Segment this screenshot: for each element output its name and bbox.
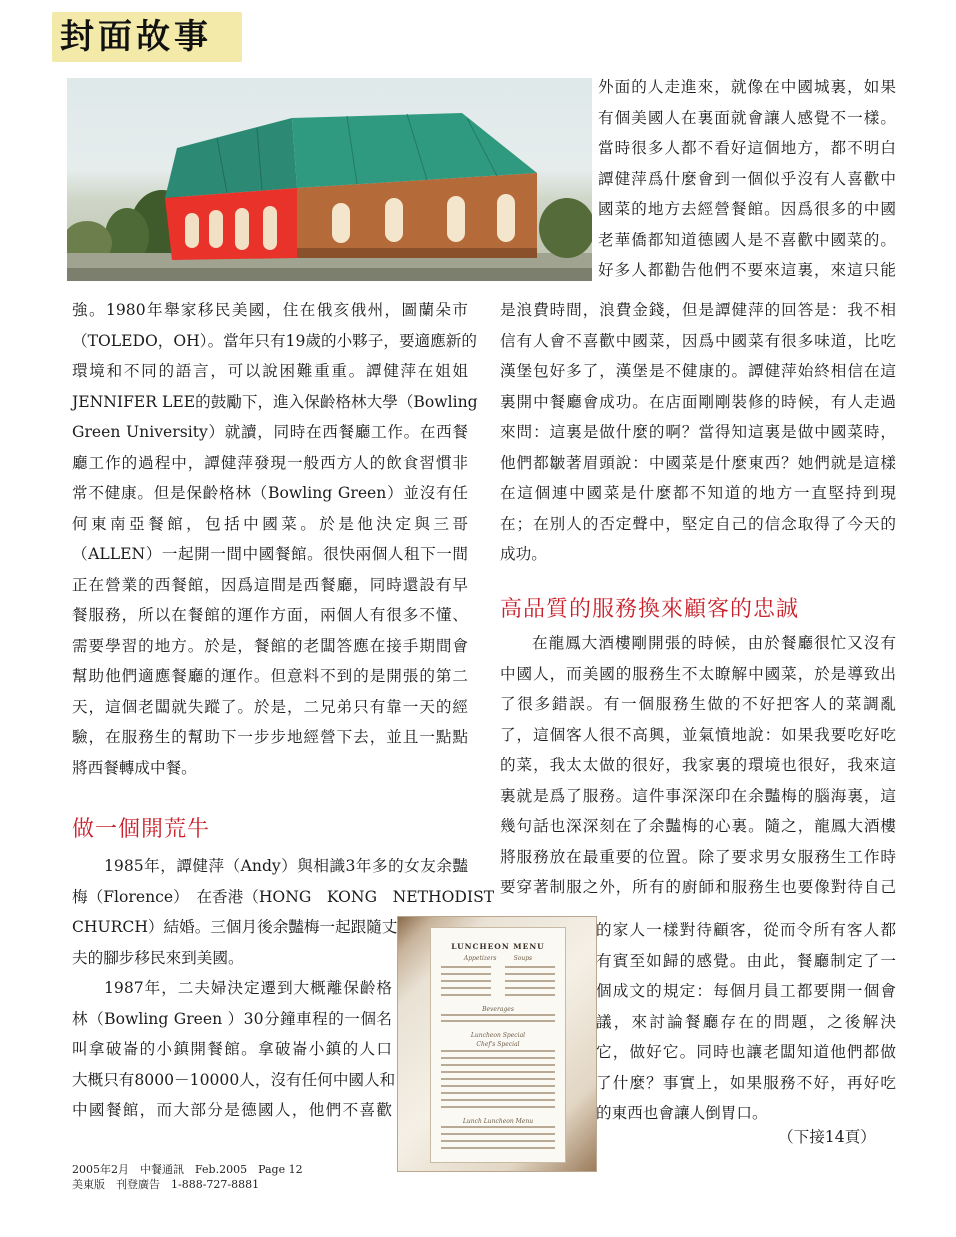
text-line: 幾句話也深深刻在了余豔梅的心裏。隨之，龍鳳大酒樓 [500, 817, 896, 835]
continued-note: （下接14頁） [778, 1128, 876, 1146]
menu-card [430, 927, 566, 1163]
text-line: （ALLEN）一起開一間中國餐館。很快兩個人租下一間 [72, 545, 468, 563]
text-line: 驗，在服務生的幫助下一步步地經營下去，並且一點點 [72, 728, 468, 746]
left-column-paragraph-2-b [72, 912, 398, 1126]
text-line: 它，做好它。同時也讓老闆知道他們都做 [596, 1043, 896, 1061]
text-line: 環境和不同的語言，可以說困難重重。譚健萍在姐姐 [72, 362, 468, 380]
menu-lunch-menu-label: Lunch Luncheon Menu [462, 1118, 534, 1125]
text-line: 廳工作的過程中，譚健萍發現一般西方人的飲食習慣非 [72, 453, 468, 472]
text-line: 中國餐館，而大部分是德國人，他們不喜歡 [72, 1101, 392, 1119]
text-line: 的家人一樣對待顧客，從而令所有客人都 [596, 921, 896, 939]
menu-soups-label: Soups [513, 955, 533, 962]
text-line: 夫的腳步移民來到美國。 [72, 948, 244, 967]
text-line: 梅（Florence） 在香港（HONG KONG NETHODIST [72, 887, 495, 906]
text-line: 漢堡包好多了，漢堡是不健康的。譚健萍始終相信在這 [500, 362, 896, 380]
text-line: 成功。 [500, 545, 547, 563]
restaurant-illustration [67, 78, 592, 281]
text-line: 將服務放在最重要的位置。除了要求男女服務生工作時 [500, 847, 896, 866]
text-line: 需要學習的地方。於是，餐館的老闆答應在接手期間會 [72, 636, 468, 655]
left-column-paragraph-1 [72, 295, 478, 783]
menu-chef-special-label: Chef's Special [476, 1041, 520, 1048]
text-line: 了什麼？事實上，如果服務不好，再好吃 [596, 1073, 896, 1092]
text-line: 在這個連中國菜是什麼都不知道的地方一直堅持到現 [500, 484, 896, 502]
text-line: 正在營業的西餐館，因爲這間是西餐廳，同時還設有早 [72, 575, 468, 594]
text-line: Green University）就讀，同時在西餐廳工作。在西餐 [72, 423, 468, 441]
text-line: 在龍鳳大酒樓剛開張的時候，由於餐廳很忙又沒有 [532, 634, 896, 652]
text-line: 有個美國人在裏面就會讓人感覺不一樣。 [598, 108, 896, 127]
text-line: 強。1980年舉家移民美國，住在俄亥俄州，圖蘭朵市 [72, 301, 468, 319]
text-line: 了很多錯誤。有一個服務生做的不好把客人的菜調亂 [500, 695, 896, 713]
text-line: 裏就是爲了服務。這件事深深印在余豔梅的腦海裏，這 [500, 786, 896, 805]
text-line: 有賓至如歸的感覺。由此，餐廳制定了一 [596, 951, 896, 970]
text-line: 1987年，二夫婦決定遷到大概離保齡格 [104, 979, 392, 997]
text-line: 林（Bowling Green ）30分鐘車程的一個名 [72, 1009, 392, 1028]
section-heading-pioneer: 做一個開荒牛 [72, 817, 211, 842]
text-line: JENNIFER LEE的鼓勵下，進入保齡格林大學（Bowling [72, 392, 478, 411]
right-top-paragraph [598, 72, 896, 286]
left-column-paragraph-2-a [72, 851, 495, 912]
text-line: （TOLEDO，OH）。當年只有19歲的小夥子，要適應新的 [72, 331, 477, 350]
text-line: 好多人都勸告他們不要來這裏，來這只能 [598, 261, 896, 279]
text-line: 的菜，我太太做的很好，我家裏的環境也很好，我來這 [500, 756, 896, 774]
footer-advert-phone: 美東版 刊登廣告 1-888-727-8881 [72, 1178, 260, 1191]
menu-title: LUNCHEON MENU [451, 942, 545, 951]
text-line: 餐服務，所以在餐館的運作方面，兩個人有很多不懂、 [72, 606, 468, 624]
text-line: 將西餐轉成中餐。 [72, 758, 197, 777]
right-column-paragraph-2 [500, 628, 896, 903]
text-line: 常不健康。但是保齡格林（Bowling Green）並沒有任 [72, 484, 469, 502]
section-tag: 封面故事 [52, 12, 242, 62]
text-line: 幫助他們適應餐廳的運作。但意料不到的是開張的第二 [72, 667, 468, 685]
text-line: 中國人，而美國的服務生不太瞭解中國菜，於是導致出 [500, 664, 896, 683]
restaurant-photo [67, 78, 592, 281]
text-line: 的東西也會讓人倒胃口。 [596, 1104, 768, 1122]
text-line: 了，這個客人很不高興，並氣憤地說：如果我要吃好吃 [500, 725, 896, 744]
text-line: 1985年，譚健萍（Andy）與相識3年多的女友余豔 [104, 857, 468, 875]
text-line: 天，這個老闆就失蹤了。於是，二兄弟只有靠一天的經 [72, 697, 468, 716]
text-line: 在；在別人的否定聲中，堅定自己的信念取得了今天的 [500, 514, 896, 533]
text-line: 個成文的規定：每個月員工都要開一個會 [596, 982, 896, 1000]
text-line: 要穿著制服之外，所有的廚師和服務生也要像對待自己 [500, 878, 896, 896]
text-line: 譚健萍爲什麼會到一個似乎沒有人喜歡中 [598, 169, 896, 188]
text-line: 何東南亞餐館，包括中國菜。於是他決定與三哥 [72, 514, 468, 533]
text-line: 他們都皺著眉頭說：中國菜是什麼東西？她們就是這樣 [500, 453, 896, 472]
text-line: 來問：這裏是做什麼的啊？當得知這裏是做中國菜時， [500, 423, 896, 441]
text-line: 信有人會不喜歡中國菜，因爲中國菜有很多味道，比吃 [500, 331, 896, 350]
menu-appetizers-label: Appetizers [463, 955, 497, 962]
page-footer [72, 1162, 303, 1192]
menu-columns [431, 955, 565, 962]
luncheon-menu-image [398, 917, 596, 1171]
text-line: 裏開中餐廳會成功。在店面剛剛裝修的時候，有人走過 [500, 392, 896, 411]
footer-date-page: 2005年2月 中餐通訊 Feb.2005 Page 12 [72, 1163, 303, 1176]
text-line: 當時很多人都不看好這個地方，都不明白 [598, 139, 896, 157]
text-line: 議，來討論餐廳存在的問題，之後解決 [596, 1012, 896, 1031]
menu-beverages-label: Beverages [482, 1006, 514, 1013]
section-heading-service: 高品質的服務換來顧客的忠誠 [500, 597, 800, 622]
text-line: 大概只有8000－10000人，沒有任何中國人和 [72, 1070, 396, 1089]
text-line: 國菜的地方去經營餐館。因爲很多的中國 [598, 200, 896, 218]
text-line: 老華僑都知道德國人是不喜歡中國菜的。 [598, 230, 896, 249]
right-column-paragraph-1 [500, 295, 896, 570]
right-column-paragraph-3 [596, 915, 896, 1129]
text-line: 是浪費時間，浪費金錢，但是譚健萍的回答是：我不相 [500, 301, 896, 319]
menu-luncheon-special-label: Luncheon Special [470, 1032, 526, 1039]
text-line: 外面的人走進來，就像在中國城裏，如果 [598, 78, 896, 96]
text-line: 叫拿破崙的小鎮開餐館。拿破崙小鎮的人口 [72, 1040, 392, 1058]
text-line: CHURCH）結婚。三個月後余豔梅一起跟隨丈 [72, 918, 398, 936]
